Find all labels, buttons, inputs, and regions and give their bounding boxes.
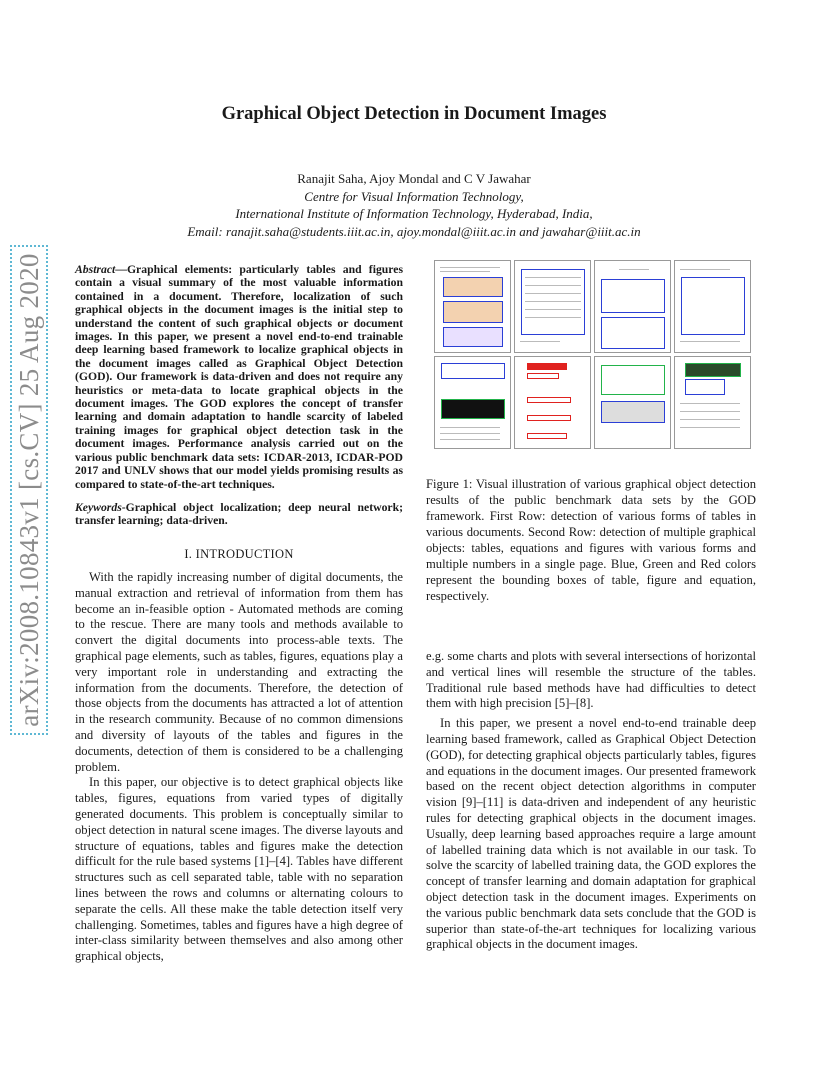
abstract-text: —Graphical elements: particularly tables and figures contain a visual summary of the most valuable information contained in a document. Therefore, localization of such graphical objects in the document images is the initial step to understand the content of such graphical objects or document images. In this paper, we present a novel end-to-end trainable deep learning based framework to localize graphical objects in the document images called as Graphical Object Detection (GOD). Our framework is data-driven and does not require any heuristics or meta-data to locate graphical objects in the document images. The GOD explores the concept of transfer learning and domain adaptation to handle scarcity of labeled training images for graphical object detection task in the document images. Performance analysis carried out on the various public benchmark data sets: ICDAR-2013, ICDAR-POD 2017 and UNLV shows that our model yields promising results as compared to state-of-the-art techniques. — [75, 263, 403, 491]
introduction-text — [75, 570, 403, 965]
section-heading-introduction: I. INTRODUCTION — [184, 547, 294, 561]
author-names: Ranajit Saha, Ajoy Mondal and C V Jawahar — [297, 171, 531, 186]
intro-paragraph-1: With the rapidly increasing number of digital documents, the manual extraction and retrieval of information from them has become an in-feasible option - Automated methods are coming to the rescue. There are many tools and methods available to convert the digital documents into process-able texts. The graphical page elements, such as tables, figures, equations play a very important role in understanding and extracting the information from the documents. Therefore, the detection of those objects from the documents has attracted a lot of attention in the research community. Because of no common dimensions and diversity of layouts of the tables and figures in the documents, detection of them is considered to be a challenging problem. — [75, 570, 403, 774]
right-column-text — [426, 649, 756, 953]
author-block — [0, 170, 828, 240]
keywords-text: -Graphical object localization; deep neural network; transfer learning; data-driven. — [75, 501, 403, 528]
abstract-label: Abstract — [75, 263, 116, 276]
figure-thumb-5 — [434, 356, 511, 449]
figure-thumb-3 — [594, 260, 671, 353]
figure-thumb-2 — [514, 260, 591, 353]
arxiv-stamp-text: arXiv:2008.10843v1 [cs.CV] 25 Aug 2020 — [10, 245, 48, 735]
keywords — [75, 501, 403, 528]
paper-title: Graphical Object Detection in Document Images — [221, 104, 607, 124]
figure-thumb-1 — [434, 260, 511, 353]
figure-thumb-6 — [514, 356, 591, 449]
figure-1 — [428, 256, 754, 452]
affiliation-2: International Institute of Information Technology, Hyderabad, India, — [235, 206, 593, 221]
intro-paragraph-2: In this paper, our objective is to detect graphical objects like tables, figures, equations from varied types of digitally generated documents. This problem is conceptually similar to object detection in natural scene images. The diverse layouts and structure of equations, tables and figures make the detection difficult for the rule based systems [1]–[4]. Tables have different structures such as cell separated table, table with no separation lines between the rows and columns or alternating colours to separate the cells. All these make the table detection itself very challenging. Sometimes, tables and figures have a high degree of inter-class similarity between themselves and also among other graphical objects, — [75, 775, 403, 964]
right-paragraph-2: In this paper, we present a novel end-to-end trainable deep learning based framework, called as Graphical Object Detection (GOD), for detecting graphical objects particularly tables, figures and equations in the document images. Our presented framework based on the recent object detection algorithms in computer vision [9]–[11] is data-driven and independent of any heuristic rules for detecting graphical objects in the document images. Usually, deep learning based approaches require a large amount of labelled training data which is not available in our task. To solve the scarcity of labelled training data, the GOD explores the concept of transfer learning and domain adaptation for graphical object detection task in the document images. Experiments on the various public benchmark data sets conclude that the GOD is superior than state-of-the-art techniques for localizing various graphical objects in the document images. — [426, 716, 756, 952]
affiliation-1: Centre for Visual Information Technology, — [304, 188, 524, 204]
arxiv-stamp — [10, 245, 48, 735]
figure-thumb-4 — [674, 260, 751, 353]
keywords-label: Keywords — [75, 501, 122, 514]
author-email: Email: ranajit.saha@students.iiit.ac.in, ajoy.mondal@iiit.ac.in and jawahar@iiit.ac.in — [187, 223, 641, 239]
figure-thumb-8 — [674, 356, 751, 449]
figure-thumb-7 — [594, 356, 671, 449]
abstract — [75, 263, 403, 491]
right-paragraph-1: e.g. some charts and plots with several intersections of horizontal and vertical lines will resemble the structure of the tables. Traditional rule based methods have had difficulties to detect them with high precision [5]–[8]. — [426, 649, 756, 711]
figure-1-caption: Figure 1: Visual illustration of various graphical object detection results of the public benchmark data sets by the GOD framework. First Row: detection of various forms of tables in various documents. Second Row: detection of multiple graphical objects: tables, equations and figures with various forms and multiple numbers in a single page. Blue, Green and Red colors represent the bounding boxes of table, figure and equation, respectively. — [426, 477, 756, 603]
